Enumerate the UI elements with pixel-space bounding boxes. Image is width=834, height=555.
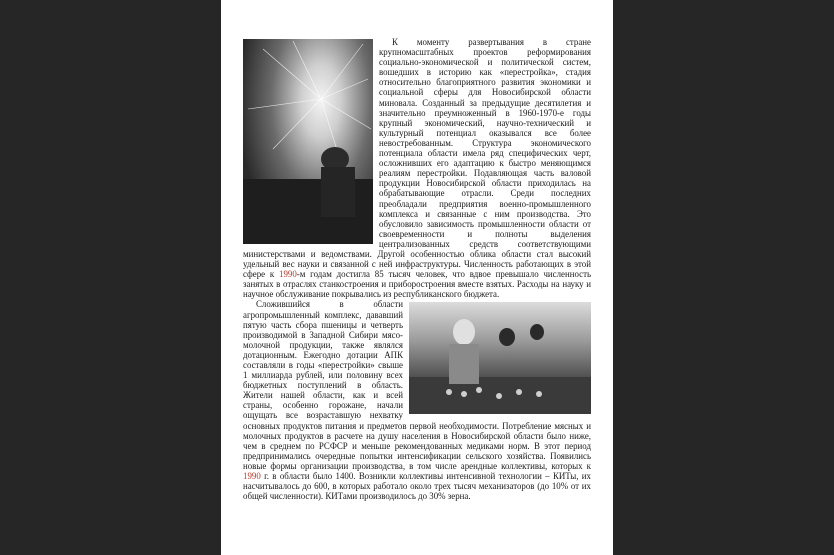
document-body — [243, 37, 591, 501]
document-page — [221, 0, 613, 555]
paragraph-1-text-end: -м годам достигла 85 тысяч человек, что вдвое превышало численность занятых в отраслях станкостроения и приборостроения вместе взятых. Расходы на науку и научное обслуживание покрывались из республиканского бюджета. — [243, 269, 591, 300]
paragraph-1 — [243, 37, 591, 299]
paragraph-2-text: Сложившийся в области агропромышленный комплекс, дававший пятую часть сбора пшеницы и четверть производимой в Западной Сибири мясо-молочной продукции, также являлся дотационным. Ежегодно дотации АПК составляли в годы «перестройки» свыше 1 миллиарда рублей, или половину всех бюджетных поступлений в область. Жители нашей области, как и всей страны, особенно горожане, начали ощущать все возраставшую нехватку основных продуктов питания и предметов первой необходимости. Потребление мясных и молочных продуктов в расчете на душу населения в Новосибирской области было ниже, чем в среднем по РСФСР и меньше рекомендованных медиками норм. В этот период предпринимались очередные попытки интенсификации сельского хозяйства. Появились новые формы организации производства, в том числе арендные коллективы, которых к — [243, 299, 591, 471]
factory-workers-photo — [409, 302, 591, 414]
year-highlight-1: 1990 — [279, 269, 297, 280]
paragraph-1-text: К моменту развертывания в стране крупномасштабных проектов реформирования социально-экономической и политической систем, вошедших в историю как «перестройка», стадия относительно благоприятного развития экономики и социальной сферы для Новосибирской области миновала. Созданный за предыдущие десятилетия и значительно преумноженный в 1960-1970-е годы крупный экономический, научно-технический и культурный потенциал оказывался все более невостребованным. Структура экономического потенциала области имела ряд специфических черт, осложнивших его адаптацию к быстро меняющимся реалиям перестройки. Подавляющая часть валовой продукции Новосибирской области приходилась на обрабатывающие отрасли. Среди последних преобладали предприятия военно-промышленного комплекса и связанные с ним производства. Это обусловило зависимость промышленности области от своевременности и полноты выделения централизованных средств соответствующими министерствами и ведомствами. Другой особенностью облика области стал высокий удельный вес науки и связанной с ней инфраструктуры. Численность работающих в этой сфере к — [243, 37, 591, 280]
paragraph-2 — [243, 299, 591, 501]
paragraph-2-text-end: г. в области было 1400. Возникли коллективы интенсивной технологии – КИТы, их насчитывалось до 600, в которых работало около трех тысяч механизаторов (до 10% от их общей численности). КИТами производилось до 30% зерна. — [243, 471, 591, 502]
welding-sparks-photo — [243, 39, 373, 244]
year-highlight-2: 1990 — [243, 471, 261, 482]
